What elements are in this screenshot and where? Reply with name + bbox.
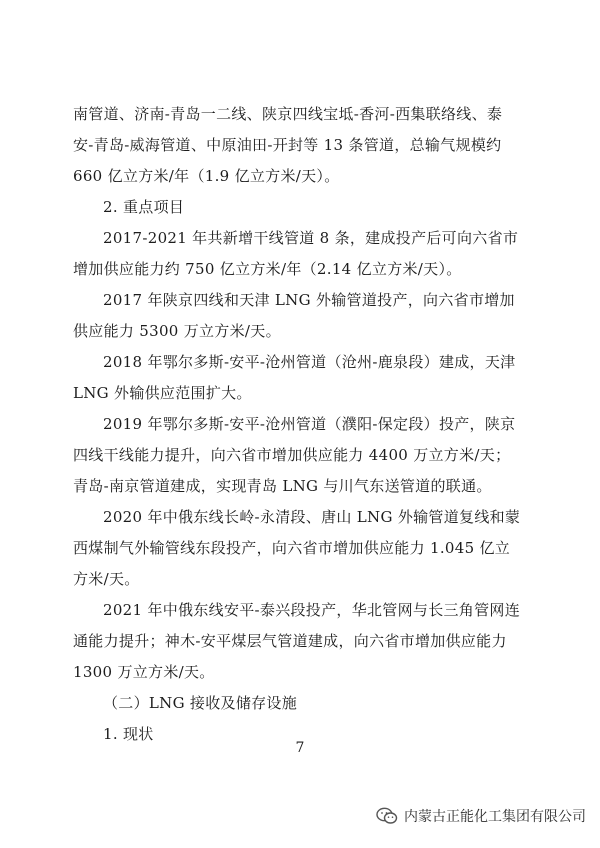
paragraph: 2017 年陕京四线和天津 LNG 外输管道投产，向六省市增加供应能力 5300 万立方米/天。	[73, 291, 515, 340]
section-heading-status: 1. 现状	[103, 725, 154, 743]
section-heading-lng: （二）LNG 接收及储存设施	[103, 694, 298, 712]
paragraph: 2020 年中俄东线长岭-永清段、唐山 LNG 外输管道复线和蒙西煤制气外输管线东段投产，向六省市增加供应能力 1.045 亿立方米/天。	[73, 508, 521, 588]
wechat-icon	[376, 807, 398, 825]
paragraph-continuation: 南管道、济南-青岛一二线、陕京四线宝坻-香河-西集联络线、泰安-青岛-威海管道、中原油田-开封等 13 条管道，总输气规模约 660 亿立方米/年（1.9 亿立方米/天）。	[73, 105, 503, 185]
watermark-text: 内蒙古正能化工集团有限公司	[404, 809, 586, 825]
page-number: 7	[295, 740, 305, 756]
body-text	[73, 99, 521, 750]
paragraph: 2017-2021 年共新增干线管道 8 条，建成投产后可向六省市增加供应能力约 750 亿立方米/年（2.14 亿立方米/天）。	[73, 229, 519, 278]
paragraph: 2019 年鄂尔多斯-安平-沧州管道（濮阳-保定段）投产，陕京四线干线能力提升，向六省市增加供应能力 4400 万立方米/天；青岛-南京管道建成，实现青岛 LNG 与川气东送管道的联通。	[73, 415, 516, 495]
section-heading-key-projects: 2. 重点项目	[103, 198, 185, 216]
watermark	[376, 806, 586, 826]
paragraph: 2021 年中俄东线安平-泰兴段投产，华北管网与长三角管网连通能力提升；神木-安平煤层气管道建成，向六省市增加供应能力 1300 万立方米/天。	[73, 601, 521, 681]
paragraph: 2018 年鄂尔多斯-安平-沧州管道（沧州-鹿泉段）建成，天津 LNG 外输供应范围扩大。	[73, 353, 516, 402]
